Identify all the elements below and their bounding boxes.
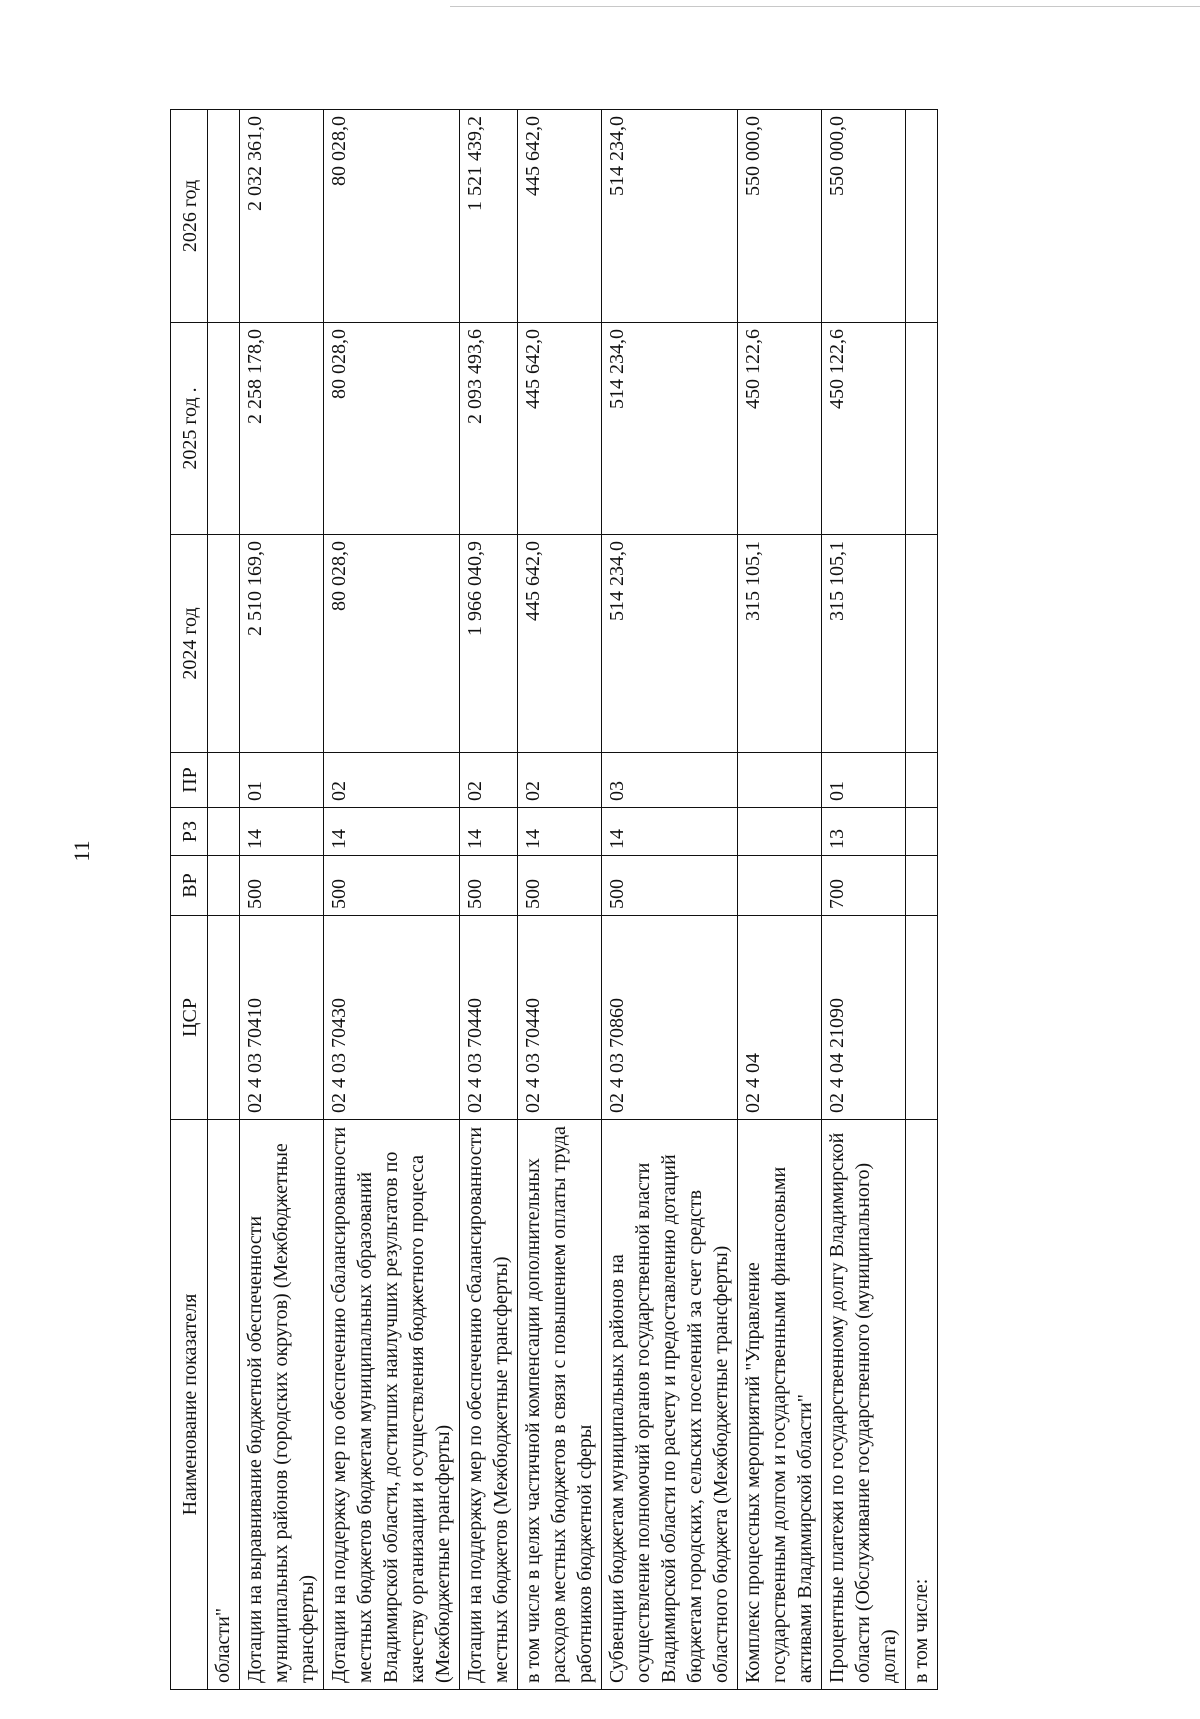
row-csr: 02 4 04 — [738, 916, 822, 1120]
row-2024: 514 234,0 — [602, 535, 738, 753]
row-name: Субвенции бюджетам муниципальных районов на осуществление полномочий органов государственной власти Владимирской области по расчету и предоставлению дотаций бюджетам городских, сельских поселений за счет средств областного бюджета (Межбюджетные трансферты) — [602, 1120, 738, 1690]
header-2026: 2026 год — [171, 110, 208, 323]
row-rz: 13 — [822, 808, 906, 856]
budget-table — [170, 109, 938, 1690]
row-rz: 14 — [240, 808, 324, 856]
row-rz: 14 — [518, 808, 602, 856]
row-2025: 514 234,0 — [602, 323, 738, 535]
row-vr: 500 — [518, 856, 602, 916]
table-row — [240, 110, 324, 1690]
row-2026: 1 521 439,2 — [460, 110, 518, 323]
header-rz: РЗ — [171, 808, 208, 856]
row-name: Дотации на поддержку мер по обеспечению сбалансированности местных бюджетов (Межбюджетные трансферты) — [460, 1120, 518, 1690]
row-rz — [738, 808, 822, 856]
row-2026: 550 000,0 — [822, 110, 906, 323]
row-2026: 80 028,0 — [324, 110, 460, 323]
row-pr: 01 — [822, 753, 906, 808]
table-row — [518, 110, 602, 1690]
row-2025: 450 122,6 — [738, 323, 822, 535]
row-name: в том числе в целях частичной компенсации дополнительных расходов местных бюджетов в связи с повышением оплаты труда работников бюджетной сферы — [518, 1120, 602, 1690]
row-2026: 514 234,0 — [602, 110, 738, 323]
header-name: Наименование показателя — [171, 1120, 208, 1690]
table-row-continuation — [208, 110, 240, 1690]
row-name: Процентные платежи по государственному долгу Владимирской области (Обслуживание государственного (муниципального) долга) — [822, 1120, 906, 1690]
row-2024: 445 642,0 — [518, 535, 602, 753]
row-csr: 02 4 04 21090 — [822, 916, 906, 1120]
row-vr: 500 — [324, 856, 460, 916]
row-2025: 450 122,6 — [822, 323, 906, 535]
continuation-cell: области" — [208, 1120, 240, 1690]
table-header-row — [171, 110, 208, 1690]
row-name: Дотации на поддержку мер по обеспечению сбалансированности местных бюджетов бюджетам муниципальных образований Владимирской области, достигших наилучших результатов по качеству организации и осуществления бюджетного процесса (Межбюджетные трансферты) — [324, 1120, 460, 1690]
table-row — [602, 110, 738, 1690]
row-2024: 2 510 169,0 — [240, 535, 324, 753]
row-csr: 02 4 03 70440 — [518, 916, 602, 1120]
row-2025: 80 028,0 — [324, 323, 460, 535]
page-number: 11 — [69, 840, 94, 862]
row-vr: 500 — [460, 856, 518, 916]
row-2026: 445 642,0 — [518, 110, 602, 323]
table-row — [460, 110, 518, 1690]
header-pr: ПР — [171, 753, 208, 808]
row-vr: 500 — [602, 856, 738, 916]
row-csr: 02 4 03 70440 — [460, 916, 518, 1120]
header-vr: ВР — [171, 856, 208, 916]
row-name: Комплекс процессных мероприятий "Управление государственным долгом и государственными финансовыми активами Владимирской области" — [738, 1120, 822, 1690]
row-pr: 03 — [602, 753, 738, 808]
row-pr: 01 — [240, 753, 324, 808]
row-pr: 02 — [324, 753, 460, 808]
row-2026: 550 000,0 — [738, 110, 822, 323]
top-rule-line — [450, 6, 1200, 7]
row-csr: 02 4 03 70430 — [324, 916, 460, 1120]
header-csr: ЦСР — [171, 916, 208, 1120]
row-pr — [738, 753, 822, 808]
row-pr: 02 — [518, 753, 602, 808]
last-row-label: в том числе: — [906, 1120, 938, 1690]
row-vr: 500 — [240, 856, 324, 916]
row-rz: 14 — [602, 808, 738, 856]
table-row — [324, 110, 460, 1690]
table-row-last — [906, 110, 938, 1690]
row-vr — [738, 856, 822, 916]
header-2025: 2025 год . — [171, 323, 208, 535]
row-2026: 2 032 361,0 — [240, 110, 324, 323]
row-pr: 02 — [460, 753, 518, 808]
table-row — [738, 110, 822, 1690]
row-2024: 1 966 040,9 — [460, 535, 518, 753]
row-csr: 02 4 03 70860 — [602, 916, 738, 1120]
budget-table-rotated — [170, 110, 1140, 1690]
row-name: Дотации на выравнивание бюджетной обеспеченности муниципальных районов (городских округов) (Межбюджетные трансферты) — [240, 1120, 324, 1690]
row-rz: 14 — [324, 808, 460, 856]
row-2025: 445 642,0 — [518, 323, 602, 535]
row-2024: 315 105,1 — [822, 535, 906, 753]
row-2025: 2 258 178,0 — [240, 323, 324, 535]
row-2024: 80 028,0 — [324, 535, 460, 753]
row-2024: 315 105,1 — [738, 535, 822, 753]
header-2024: 2024 год — [171, 535, 208, 753]
row-csr: 02 4 03 70410 — [240, 916, 324, 1120]
row-vr: 700 — [822, 856, 906, 916]
table-row — [822, 110, 906, 1690]
row-rz: 14 — [460, 808, 518, 856]
row-2025: 2 093 493,6 — [460, 323, 518, 535]
